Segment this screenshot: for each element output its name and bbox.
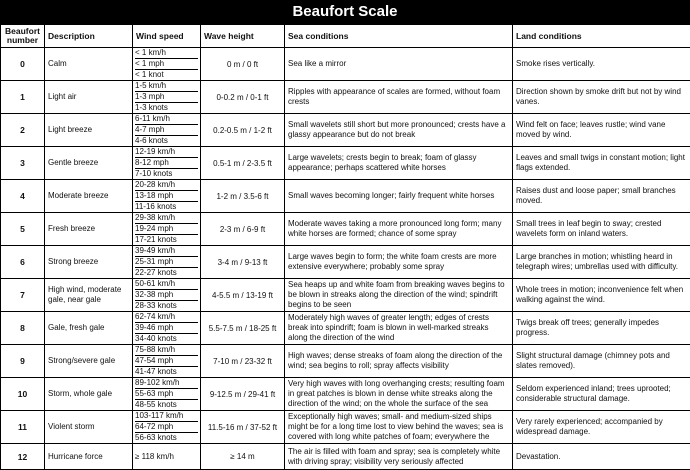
description-cell: Calm xyxy=(45,48,133,81)
description-cell: Storm, whole gale xyxy=(45,378,133,411)
wind-speed-value: 62-74 km/h xyxy=(135,312,198,323)
beaufort-number: 11 xyxy=(1,411,45,444)
header-description: Description xyxy=(45,25,133,48)
wind-speed-cell xyxy=(133,147,201,180)
beaufort-number: 12 xyxy=(1,444,45,470)
wind-speed-value: 7-10 knots xyxy=(135,169,198,179)
land-conditions-cell: Whole trees in motion; inconvenience felt when walking against the wind. xyxy=(513,279,690,312)
beaufort-number: 2 xyxy=(1,114,45,147)
wind-speed-value: 1-3 mph xyxy=(135,92,198,103)
description-cell: High wind, moderate gale, near gale xyxy=(45,279,133,312)
header-row xyxy=(1,25,690,48)
wind-speed-value: ≥ 118 km/h xyxy=(135,452,198,462)
wind-speed-value: 89-102 km/h xyxy=(135,378,198,389)
wind-speed-cell xyxy=(133,213,201,246)
land-conditions-cell: Large branches in motion; whistling heard in telegraph wires; umbrellas used with difficulty. xyxy=(513,246,690,279)
sea-conditions-cell: Moderately high waves of greater length; edges of crests break into spindrift; foam is blown in well-marked streaks along the direction of the wind xyxy=(285,312,513,345)
wind-speed-cell xyxy=(133,444,201,470)
wind-speed-cell xyxy=(133,411,201,444)
description-cell: Violent storm xyxy=(45,411,133,444)
wind-speed-value: 12-19 km/h xyxy=(135,147,198,158)
header-wave-height: Wave height xyxy=(201,25,285,48)
wind-speed-value: 48-55 knots xyxy=(135,400,198,410)
sea-conditions-cell: High waves; dense streaks of foam along the direction of the wind; sea begins to roll; spray affects visibility xyxy=(285,345,513,378)
wave-height-cell: 2-3 m / 6-9 ft xyxy=(201,213,285,246)
wind-speed-value: 8-12 mph xyxy=(135,158,198,169)
wind-speed-value: 41-47 knots xyxy=(135,367,198,377)
wave-height-cell: 3-4 m / 9-13 ft xyxy=(201,246,285,279)
page-title: Beaufort Scale xyxy=(0,0,690,24)
table-row xyxy=(1,444,690,470)
land-conditions-cell: Twigs break off trees; generally impedes progress. xyxy=(513,312,690,345)
wind-speed-cell xyxy=(133,48,201,81)
beaufort-table xyxy=(0,24,690,470)
wind-speed-value: 19-24 mph xyxy=(135,224,198,235)
wind-speed-value: 22-27 knots xyxy=(135,268,198,278)
wind-speed-value: 29-38 km/h xyxy=(135,213,198,224)
wind-speed-value: 39-46 mph xyxy=(135,323,198,334)
land-conditions-cell: Wind felt on face; leaves rustle; wind vane moved by wind. xyxy=(513,114,690,147)
wave-height-cell: 0-0.2 m / 0-1 ft xyxy=(201,81,285,114)
table-row xyxy=(1,114,690,147)
wind-speed-value: < 1 knot xyxy=(135,70,198,80)
table-row xyxy=(1,180,690,213)
wind-speed-cell xyxy=(133,279,201,312)
header-number-line2: number xyxy=(1,36,44,45)
wind-speed-value: 103-117 km/h xyxy=(135,411,198,422)
wave-height-cell: 0.2-0.5 m / 1-2 ft xyxy=(201,114,285,147)
beaufort-number: 7 xyxy=(1,279,45,312)
land-conditions-cell: Slight structural damage (chimney pots and slates removed). xyxy=(513,345,690,378)
land-conditions-cell: Raises dust and loose paper; small branches moved. xyxy=(513,180,690,213)
beaufort-number: 4 xyxy=(1,180,45,213)
wind-speed-value: 4-6 knots xyxy=(135,136,198,146)
land-conditions-cell: Direction shown by smoke drift but not by wind vanes. xyxy=(513,81,690,114)
wind-speed-value: 64-72 mph xyxy=(135,422,198,433)
header-sea-conditions: Sea conditions xyxy=(285,25,513,48)
wave-height-cell: 5.5-7.5 m / 18-25 ft xyxy=(201,312,285,345)
table-row xyxy=(1,312,690,345)
sea-conditions-cell: The air is filled with foam and spray; sea is completely white with driving spray; visibility very seriously affected xyxy=(285,444,513,470)
wave-height-cell: 11.5-16 m / 37-52 ft xyxy=(201,411,285,444)
header-number-line1: Beaufort xyxy=(1,27,44,36)
wind-speed-value: 55-63 mph xyxy=(135,389,198,400)
sea-conditions-cell: Small waves becoming longer; fairly frequent white horses xyxy=(285,180,513,213)
description-cell: Strong breeze xyxy=(45,246,133,279)
wind-speed-value: 34-40 knots xyxy=(135,334,198,344)
beaufort-number: 3 xyxy=(1,147,45,180)
wind-speed-cell xyxy=(133,114,201,147)
beaufort-number: 5 xyxy=(1,213,45,246)
sea-conditions-cell: Exceptionally high waves; small- and medium-sized ships might be for a long time lost to view behind the waves; sea is covered with long white patches of foam; everywhere the xyxy=(285,411,513,444)
wind-speed-value: 32-38 mph xyxy=(135,290,198,301)
wind-speed-value: 1-3 knots xyxy=(135,103,198,113)
wind-speed-cell xyxy=(133,378,201,411)
wave-height-cell: 1-2 m / 3.5-6 ft xyxy=(201,180,285,213)
wind-speed-cell xyxy=(133,246,201,279)
wind-speed-value: 39-49 km/h xyxy=(135,246,198,257)
wind-speed-value: 1-5 km/h xyxy=(135,81,198,92)
description-cell: Moderate breeze xyxy=(45,180,133,213)
land-conditions-cell: Leaves and small twigs in constant motion; light flags extended. xyxy=(513,147,690,180)
land-conditions-cell: Very rarely experienced; accompanied by widespread damage. xyxy=(513,411,690,444)
table-row xyxy=(1,345,690,378)
table-row xyxy=(1,279,690,312)
wind-speed-cell xyxy=(133,312,201,345)
wind-speed-value: 25-31 mph xyxy=(135,257,198,268)
table-row xyxy=(1,411,690,444)
land-conditions-cell: Smoke rises vertically. xyxy=(513,48,690,81)
wind-speed-value: < 1 mph xyxy=(135,59,198,70)
wind-speed-value: 20-28 km/h xyxy=(135,180,198,191)
wind-speed-cell xyxy=(133,81,201,114)
wind-speed-value: 4-7 mph xyxy=(135,125,198,136)
wave-height-cell: 9-12.5 m / 29-41 ft xyxy=(201,378,285,411)
description-cell: Light breeze xyxy=(45,114,133,147)
description-cell: Fresh breeze xyxy=(45,213,133,246)
wind-speed-value: 17-21 knots xyxy=(135,235,198,245)
sea-conditions-cell: Large waves begin to form; the white foam crests are more extensive everywhere; probably some spray xyxy=(285,246,513,279)
sea-conditions-cell: Sea like a mirror xyxy=(285,48,513,81)
description-cell: Gale, fresh gale xyxy=(45,312,133,345)
land-conditions-cell: Seldom experienced inland; trees uprooted; considerable structural damage. xyxy=(513,378,690,411)
wind-speed-value: < 1 km/h xyxy=(135,48,198,59)
wind-speed-value: 75-88 km/h xyxy=(135,345,198,356)
description-cell: Strong/severe gale xyxy=(45,345,133,378)
sea-conditions-cell: Ripples with appearance of scales are formed, without foam crests xyxy=(285,81,513,114)
beaufort-number: 10 xyxy=(1,378,45,411)
beaufort-number: 8 xyxy=(1,312,45,345)
table-row xyxy=(1,378,690,411)
header-number xyxy=(1,25,45,48)
description-cell: Hurricane force xyxy=(45,444,133,470)
wave-height-cell: 4-5.5 m / 13-19 ft xyxy=(201,279,285,312)
beaufort-number: 0 xyxy=(1,48,45,81)
wave-height-cell: 0 m / 0 ft xyxy=(201,48,285,81)
header-wind-speed: Wind speed xyxy=(133,25,201,48)
wave-height-cell: 0.5-1 m / 2-3.5 ft xyxy=(201,147,285,180)
wind-speed-value: 50-61 km/h xyxy=(135,279,198,290)
wind-speed-value: 13-18 mph xyxy=(135,191,198,202)
sea-conditions-cell: Very high waves with long overhanging crests; resulting foam in great patches is blown in dense white streaks along the direction of the wind; on the whole the surface of the sea xyxy=(285,378,513,411)
table-row xyxy=(1,147,690,180)
wind-speed-value: 47-54 mph xyxy=(135,356,198,367)
sea-conditions-cell: Sea heaps up and white foam from breaking waves begins to be blown in streaks along the direction of the wind; spindrift begins to be seen xyxy=(285,279,513,312)
table-row xyxy=(1,213,690,246)
beaufort-number: 6 xyxy=(1,246,45,279)
wave-height-cell: 7-10 m / 23-32 ft xyxy=(201,345,285,378)
beaufort-number: 9 xyxy=(1,345,45,378)
description-cell: Gentle breeze xyxy=(45,147,133,180)
description-cell: Light air xyxy=(45,81,133,114)
land-conditions-cell: Devastation. xyxy=(513,444,690,470)
sea-conditions-cell: Small wavelets still short but more pronounced; crests have a glassy appearance but do not break xyxy=(285,114,513,147)
sea-conditions-cell: Moderate waves taking a more pronounced long form; many white horses are formed; chance of some spray xyxy=(285,213,513,246)
wind-speed-cell xyxy=(133,345,201,378)
wind-speed-value: 56-63 knots xyxy=(135,433,198,443)
beaufort-number: 1 xyxy=(1,81,45,114)
table-row xyxy=(1,246,690,279)
wind-speed-value: 6-11 km/h xyxy=(135,114,198,125)
land-conditions-cell: Small trees in leaf begin to sway; crested wavelets form on inland waters. xyxy=(513,213,690,246)
header-land-conditions: Land conditions xyxy=(513,25,690,48)
wind-speed-value: 28-33 knots xyxy=(135,301,198,311)
wind-speed-cell xyxy=(133,180,201,213)
wave-height-cell: ≥ 14 m xyxy=(201,444,285,470)
sea-conditions-cell: Large wavelets; crests begin to break; foam of glassy appearance; perhaps scattered white horses xyxy=(285,147,513,180)
wind-speed-value: 11-16 knots xyxy=(135,202,198,212)
table-row xyxy=(1,81,690,114)
table-row xyxy=(1,48,690,81)
